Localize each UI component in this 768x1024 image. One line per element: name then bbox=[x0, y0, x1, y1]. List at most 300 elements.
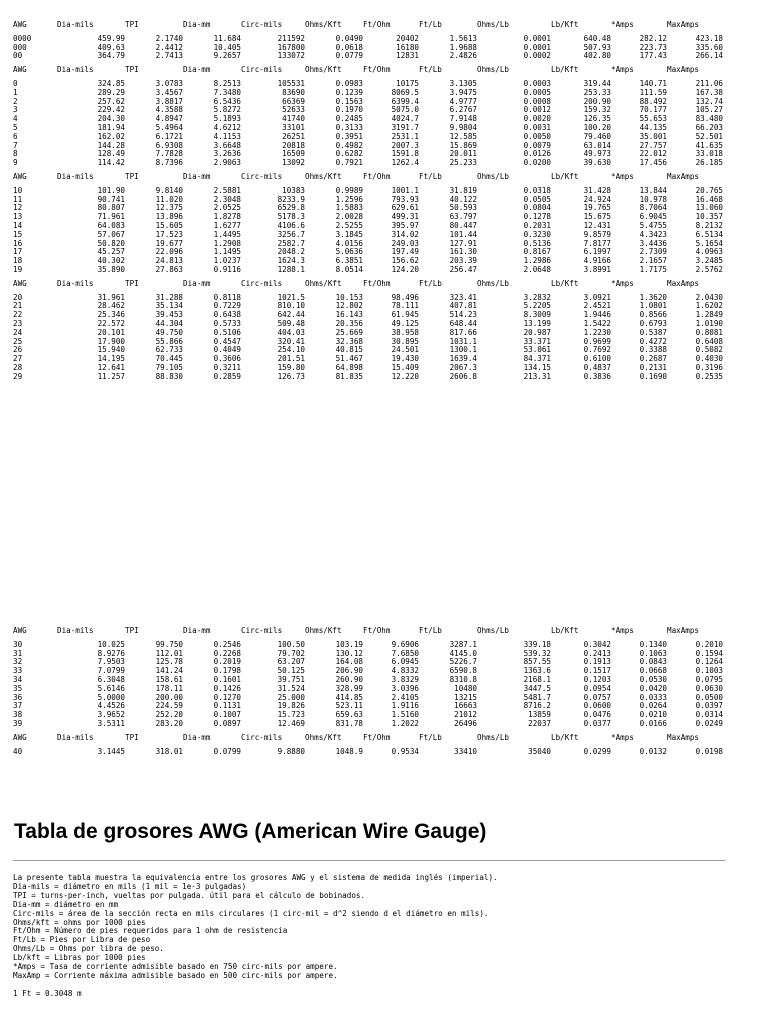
column-header: Circ-mils bbox=[241, 732, 283, 742]
value-cell: 0.7921 bbox=[335, 158, 363, 168]
value-cell: 20.987 bbox=[523, 327, 551, 337]
column-header: Ohms/Lb bbox=[477, 626, 510, 635]
value-cell: 3.8991 bbox=[583, 264, 611, 274]
value-cell: 1.2596 bbox=[335, 194, 363, 204]
value-cell: 0.5733 bbox=[213, 318, 241, 328]
value-cell: 0.3211 bbox=[213, 362, 241, 372]
awg-cell: 23 bbox=[13, 318, 23, 328]
value-cell: 20402 bbox=[396, 33, 419, 43]
column-header: MaxAmps bbox=[667, 20, 700, 29]
value-cell: 98.496 bbox=[391, 292, 419, 302]
value-cell: 2.9063 bbox=[213, 158, 241, 168]
value-cell: 15.940 bbox=[97, 345, 125, 355]
value-cell: 0.8118 bbox=[213, 292, 241, 302]
value-cell: 16180 bbox=[396, 42, 419, 52]
value-cell: 3.4567 bbox=[155, 87, 183, 97]
value-cell: 15.605 bbox=[155, 220, 183, 230]
value-cell: 9.9804 bbox=[449, 122, 477, 132]
awg-table-block-1 bbox=[13, 21, 723, 386]
column-header: Ft/Lb bbox=[419, 171, 442, 181]
value-cell: 4.3588 bbox=[155, 105, 183, 115]
value-cell: 0.0210 bbox=[639, 710, 667, 720]
awg-cell: 24 bbox=[13, 327, 23, 337]
value-cell: 1.5422 bbox=[583, 318, 611, 328]
value-cell: 6399.4 bbox=[391, 96, 419, 106]
column-header: MaxAmps bbox=[667, 626, 700, 635]
value-cell: 164.08 bbox=[335, 657, 363, 667]
value-cell: 1300.1 bbox=[449, 345, 477, 355]
value-cell: 1.0190 bbox=[695, 318, 723, 328]
value-cell: 3.2485 bbox=[695, 256, 723, 266]
value-cell: 0.1340 bbox=[639, 639, 667, 649]
value-cell: 3.0921 bbox=[583, 292, 611, 302]
column-header: TPI bbox=[125, 278, 139, 288]
value-cell: 19.826 bbox=[277, 701, 305, 711]
value-cell: 33.018 bbox=[695, 149, 723, 159]
value-cell: 12.585 bbox=[449, 131, 477, 141]
column-header: Circ-mils bbox=[241, 278, 283, 288]
value-cell: 0.9989 bbox=[335, 185, 363, 195]
value-cell: 6.1721 bbox=[155, 131, 183, 141]
value-cell: 79.460 bbox=[583, 131, 611, 141]
column-header: Dia-mm bbox=[183, 20, 211, 29]
column-header: AWG bbox=[13, 732, 27, 742]
column-header: Dia-mm bbox=[183, 65, 211, 75]
value-cell: 3.1445 bbox=[97, 746, 125, 756]
value-cell: 28.462 bbox=[97, 301, 125, 311]
value-cell: 55.866 bbox=[155, 336, 183, 346]
table-header-row bbox=[13, 66, 723, 75]
value-cell: 8.7064 bbox=[639, 203, 667, 213]
value-cell: 810.10 bbox=[277, 301, 305, 311]
value-cell: 2.7309 bbox=[639, 247, 667, 257]
value-cell: 1.9688 bbox=[449, 42, 477, 52]
value-cell: 8.2132 bbox=[695, 220, 723, 230]
value-cell: 211.06 bbox=[695, 78, 723, 88]
value-cell: 0.0954 bbox=[583, 683, 611, 693]
value-cell: 0.0001 bbox=[523, 42, 551, 52]
awg-cell: 6 bbox=[13, 131, 18, 141]
table-row bbox=[13, 373, 723, 382]
value-cell: 0.2413 bbox=[583, 648, 611, 658]
awg-table-block-2 bbox=[13, 627, 723, 761]
value-cell: 90.741 bbox=[97, 194, 125, 204]
value-cell: 539.32 bbox=[523, 648, 551, 658]
value-cell: 0.0983 bbox=[335, 78, 363, 88]
value-cell: 254.10 bbox=[277, 345, 305, 355]
value-cell: 0.0126 bbox=[523, 149, 551, 159]
value-cell: 0.4030 bbox=[695, 354, 723, 364]
column-header: Circ-mils bbox=[241, 20, 283, 29]
column-header: Dia-mm bbox=[183, 171, 211, 181]
value-cell: 0.0008 bbox=[523, 96, 551, 106]
value-cell: 4.4526 bbox=[97, 701, 125, 711]
value-cell: 0.1131 bbox=[213, 701, 241, 711]
value-cell: 395.97 bbox=[391, 220, 419, 230]
value-cell: 629.61 bbox=[391, 203, 419, 213]
value-cell: 3.9652 bbox=[97, 710, 125, 720]
column-header: Circ-mils bbox=[241, 626, 283, 635]
value-cell: 0.1690 bbox=[639, 371, 667, 381]
awg-cell: 29 bbox=[13, 371, 23, 381]
value-cell: 257.62 bbox=[97, 96, 125, 106]
awg-cell: 40 bbox=[13, 746, 23, 756]
value-cell: 5.4964 bbox=[155, 122, 183, 132]
value-cell: 64.083 bbox=[97, 220, 125, 230]
value-cell: 83.480 bbox=[695, 114, 723, 124]
value-cell: 1.2022 bbox=[391, 718, 419, 728]
value-cell: 283.20 bbox=[155, 718, 183, 728]
value-cell: 126.73 bbox=[277, 371, 305, 381]
value-cell: 31.961 bbox=[97, 292, 125, 302]
value-cell: 0.5387 bbox=[639, 327, 667, 337]
value-cell: 132.74 bbox=[695, 96, 723, 106]
value-cell: 6590.8 bbox=[449, 666, 477, 676]
value-cell: 38.958 bbox=[391, 327, 419, 337]
value-cell: 24.813 bbox=[155, 256, 183, 266]
awg-cell: 19 bbox=[13, 264, 23, 274]
value-cell: 648.44 bbox=[449, 318, 477, 328]
description-line: Dia-mils = diámetro en mils (1 mil = 1e-3 pulgadas) bbox=[13, 881, 247, 891]
column-header: *Amps bbox=[611, 65, 634, 75]
column-header: MaxAmps bbox=[667, 171, 700, 181]
value-cell: 25.669 bbox=[335, 327, 363, 337]
column-header: AWG bbox=[13, 65, 27, 75]
value-cell: 5.8272 bbox=[213, 105, 241, 115]
value-cell: 7.7828 bbox=[155, 149, 183, 159]
awg-cell: 37 bbox=[13, 701, 23, 711]
value-cell: 0.1003 bbox=[695, 666, 723, 676]
column-header: Ohms/Lb bbox=[477, 732, 510, 742]
awg-cell: 7 bbox=[13, 140, 18, 150]
value-cell: 0.0490 bbox=[335, 33, 363, 43]
column-header: Lb/Kft bbox=[551, 278, 579, 288]
value-cell: 200.90 bbox=[583, 96, 611, 106]
table-row bbox=[13, 52, 723, 61]
value-cell: 79.105 bbox=[155, 362, 183, 372]
awg-cell: 2 bbox=[13, 96, 18, 106]
value-cell: 3.2832 bbox=[523, 292, 551, 302]
value-cell: 80.447 bbox=[449, 220, 477, 230]
column-header: Dia-mils bbox=[57, 626, 94, 635]
value-cell: 167800 bbox=[277, 42, 305, 52]
value-cell: 211592 bbox=[277, 33, 305, 43]
value-cell: 0.1601 bbox=[213, 674, 241, 684]
value-cell: 10.153 bbox=[335, 292, 363, 302]
value-cell: 402.80 bbox=[583, 51, 611, 61]
value-cell: 5.1893 bbox=[213, 114, 241, 124]
value-cell: 12.375 bbox=[155, 203, 183, 213]
value-cell: 16509 bbox=[282, 149, 305, 159]
value-cell: 1.5160 bbox=[391, 710, 419, 720]
value-cell: 1262.4 bbox=[391, 158, 419, 168]
awg-cell: 1 bbox=[13, 87, 18, 97]
value-cell: 640.48 bbox=[583, 33, 611, 43]
value-cell: 12.220 bbox=[391, 371, 419, 381]
column-header: MaxAmps bbox=[667, 65, 700, 75]
value-cell: 0.9534 bbox=[391, 746, 419, 756]
value-cell: 10175 bbox=[396, 78, 419, 88]
column-header: TPI bbox=[125, 65, 139, 75]
value-cell: 831.78 bbox=[335, 718, 363, 728]
value-cell: 0.1563 bbox=[335, 96, 363, 106]
value-cell: 7.9503 bbox=[97, 657, 125, 667]
value-cell: 13.060 bbox=[695, 203, 723, 213]
value-cell: 4.9777 bbox=[449, 96, 477, 106]
value-cell: 10.357 bbox=[695, 212, 723, 222]
awg-cell: 15 bbox=[13, 229, 23, 239]
table-row bbox=[13, 159, 723, 168]
value-cell: 1.0801 bbox=[639, 301, 667, 311]
value-cell: 71.961 bbox=[97, 212, 125, 222]
awg-cell: 18 bbox=[13, 256, 23, 266]
value-cell: 0.0779 bbox=[335, 51, 363, 61]
value-cell: 0.0200 bbox=[523, 158, 551, 168]
value-cell: 9.8880 bbox=[277, 746, 305, 756]
column-header: TPI bbox=[125, 732, 139, 742]
value-cell: 0.0001 bbox=[523, 33, 551, 43]
value-cell: 0.0600 bbox=[583, 701, 611, 711]
value-cell: 857.55 bbox=[523, 657, 551, 667]
value-cell: 6529.8 bbox=[277, 203, 305, 213]
value-cell: 3447.5 bbox=[523, 683, 551, 693]
awg-cell: 11 bbox=[13, 194, 23, 204]
value-cell: 0.6438 bbox=[213, 310, 241, 320]
value-cell: 0.3606 bbox=[213, 354, 241, 364]
value-cell: 100.50 bbox=[277, 639, 305, 649]
awg-cell: 21 bbox=[13, 301, 23, 311]
page-title: Tabla de grosores AWG (American Wire Gauge) bbox=[14, 820, 487, 843]
value-cell: 144.28 bbox=[97, 140, 125, 150]
value-cell: 0.0020 bbox=[523, 114, 551, 124]
value-cell: 55.653 bbox=[639, 114, 667, 124]
awg-cell: 39 bbox=[13, 718, 23, 728]
value-cell: 31.428 bbox=[583, 185, 611, 195]
value-cell: 22037 bbox=[528, 718, 551, 728]
value-cell: 126.35 bbox=[583, 114, 611, 124]
value-cell: 13.844 bbox=[639, 185, 667, 195]
value-cell: 35.001 bbox=[639, 131, 667, 141]
awg-cell: 38 bbox=[13, 710, 23, 720]
value-cell: 4.0963 bbox=[695, 247, 723, 257]
value-cell: 0.8167 bbox=[523, 247, 551, 257]
column-header: TPI bbox=[125, 626, 139, 635]
value-cell: 13859 bbox=[528, 710, 551, 720]
value-cell: 4.3423 bbox=[639, 229, 667, 239]
value-cell: 0.9699 bbox=[583, 336, 611, 346]
value-cell: 206.90 bbox=[335, 666, 363, 676]
value-cell: 6.9308 bbox=[155, 140, 183, 150]
value-cell: 7.6850 bbox=[391, 648, 419, 658]
value-cell: 5.2205 bbox=[523, 301, 551, 311]
value-cell: 5.0636 bbox=[335, 247, 363, 257]
value-cell: 3191.7 bbox=[391, 122, 419, 132]
value-cell: 2.0028 bbox=[335, 212, 363, 222]
value-cell: 22.096 bbox=[155, 247, 183, 257]
awg-cell: 22 bbox=[13, 310, 23, 320]
column-header: Dia-mils bbox=[57, 65, 94, 75]
value-cell: 0.3230 bbox=[523, 229, 551, 239]
value-cell: 213.31 bbox=[523, 371, 551, 381]
column-header: MaxAmps bbox=[667, 732, 700, 742]
value-cell: 0.2485 bbox=[335, 114, 363, 124]
value-cell: 4106.6 bbox=[277, 220, 305, 230]
value-cell: 10.978 bbox=[639, 194, 667, 204]
value-cell: 0.3133 bbox=[335, 122, 363, 132]
value-cell: 83690 bbox=[282, 87, 305, 97]
value-cell: 2.5762 bbox=[695, 264, 723, 274]
value-cell: 0.1278 bbox=[523, 212, 551, 222]
column-header: Ft/Ohm bbox=[363, 278, 391, 288]
value-cell: 0.0795 bbox=[695, 674, 723, 684]
column-header: *Amps bbox=[611, 626, 634, 635]
value-cell: 0.0198 bbox=[695, 746, 723, 756]
description-line: MaxAmp = Corriente máxima admisible basado en 500 circ-mils por ampere. bbox=[13, 970, 338, 980]
value-cell: 0.0500 bbox=[695, 692, 723, 702]
value-cell: 4.8947 bbox=[155, 114, 183, 124]
value-cell: 52.501 bbox=[695, 131, 723, 141]
table-row bbox=[13, 720, 723, 729]
value-cell: 0.1270 bbox=[213, 692, 241, 702]
value-cell: 314.02 bbox=[391, 229, 419, 239]
value-cell: 39.630 bbox=[583, 158, 611, 168]
value-cell: 156.62 bbox=[391, 256, 419, 266]
value-cell: 7.9148 bbox=[449, 114, 477, 124]
column-header: Ohms/Kft bbox=[305, 65, 342, 75]
value-cell: 141.24 bbox=[155, 666, 183, 676]
value-cell: 3.0396 bbox=[391, 683, 419, 693]
column-header: Ohms/Kft bbox=[305, 278, 342, 288]
value-cell: 80.807 bbox=[97, 203, 125, 213]
column-header: Ft/Ohm bbox=[363, 65, 391, 75]
table-header-row bbox=[13, 173, 723, 182]
value-cell: 9.6906 bbox=[391, 639, 419, 649]
column-header: Ohms/Kft bbox=[305, 732, 342, 742]
value-cell: 1.2908 bbox=[213, 238, 241, 248]
value-cell: 289.29 bbox=[97, 87, 125, 97]
value-cell: 2.5255 bbox=[335, 220, 363, 230]
description-line: Ohms/Lb = Ohms por libra de peso. bbox=[13, 944, 164, 954]
value-cell: 2048.2 bbox=[277, 247, 305, 257]
value-cell: 26251 bbox=[282, 131, 305, 141]
table-header-row bbox=[13, 280, 723, 289]
value-cell: 0.4837 bbox=[583, 362, 611, 372]
column-header: *Amps bbox=[611, 278, 634, 288]
table-row bbox=[13, 748, 723, 757]
column-header: Ft/Lb bbox=[419, 732, 442, 742]
column-header: Ft/Lb bbox=[419, 278, 442, 288]
value-cell: 16663 bbox=[454, 701, 477, 711]
value-cell: 8069.5 bbox=[391, 87, 419, 97]
value-cell: 0.7692 bbox=[583, 345, 611, 355]
value-cell: 204.30 bbox=[97, 114, 125, 124]
value-cell: 30.895 bbox=[391, 336, 419, 346]
value-cell: 0.0166 bbox=[639, 718, 667, 728]
value-cell: 1363.6 bbox=[523, 666, 551, 676]
column-header: Circ-mils bbox=[241, 65, 283, 75]
column-header: Ohms/Lb bbox=[477, 65, 510, 75]
value-cell: 0.6408 bbox=[695, 336, 723, 346]
value-cell: 35.134 bbox=[155, 301, 183, 311]
value-cell: 0.5082 bbox=[695, 345, 723, 355]
value-cell: 0.3951 bbox=[335, 131, 363, 141]
column-header: Dia-mils bbox=[57, 171, 94, 181]
value-cell: 8.7396 bbox=[155, 158, 183, 168]
value-cell: 19.677 bbox=[155, 238, 183, 248]
value-cell: 41.635 bbox=[695, 140, 723, 150]
value-cell: 20.101 bbox=[97, 327, 125, 337]
value-cell: 26.185 bbox=[695, 158, 723, 168]
value-cell: 5.6146 bbox=[97, 683, 125, 693]
value-cell: 8.3009 bbox=[523, 310, 551, 320]
value-cell: 414.85 bbox=[335, 692, 363, 702]
value-cell: 1.5883 bbox=[335, 203, 363, 213]
value-cell: 158.61 bbox=[155, 674, 183, 684]
value-cell: 2.4521 bbox=[583, 301, 611, 311]
value-cell: 41740 bbox=[282, 114, 305, 124]
value-cell: 0.9116 bbox=[213, 264, 241, 274]
value-cell: 2.0430 bbox=[695, 292, 723, 302]
column-header: Ft/Ohm bbox=[363, 732, 391, 742]
value-cell: 3287.1 bbox=[449, 639, 477, 649]
awg-cell: 34 bbox=[13, 674, 23, 684]
value-cell: 12.469 bbox=[277, 718, 305, 728]
value-cell: 99.750 bbox=[155, 639, 183, 649]
value-cell: 53.061 bbox=[523, 345, 551, 355]
column-header: AWG bbox=[13, 20, 27, 29]
value-cell: 167.38 bbox=[695, 87, 723, 97]
value-cell: 1001.1 bbox=[391, 185, 419, 195]
table-body bbox=[13, 21, 723, 386]
awg-cell: 14 bbox=[13, 220, 23, 230]
value-cell: 1.4495 bbox=[213, 229, 241, 239]
value-cell: 0.0031 bbox=[523, 122, 551, 132]
value-cell: 0.4547 bbox=[213, 336, 241, 346]
value-cell: 88.492 bbox=[639, 96, 667, 106]
value-cell: 0.0799 bbox=[213, 746, 241, 756]
value-cell: 0.0318 bbox=[523, 185, 551, 195]
value-cell: 0.6793 bbox=[639, 318, 667, 328]
value-cell: 0.4049 bbox=[213, 345, 241, 355]
value-cell: 0.0132 bbox=[639, 746, 667, 756]
value-cell: 0.0249 bbox=[695, 718, 723, 728]
value-cell: 84.371 bbox=[523, 354, 551, 364]
value-cell: 4.6212 bbox=[213, 122, 241, 132]
value-cell: 507.93 bbox=[583, 42, 611, 52]
value-cell: 1.2230 bbox=[583, 327, 611, 337]
value-cell: 0.0804 bbox=[523, 203, 551, 213]
table-header-row bbox=[13, 627, 723, 636]
value-cell: 63.797 bbox=[449, 212, 477, 222]
awg-cell: 20 bbox=[13, 292, 23, 302]
value-cell: 103.19 bbox=[335, 639, 363, 649]
value-cell: 12.802 bbox=[335, 301, 363, 311]
awg-cell: 13 bbox=[13, 212, 23, 222]
value-cell: 0.8566 bbox=[639, 310, 667, 320]
column-header: Dia-mils bbox=[57, 278, 94, 288]
value-cell: 162.02 bbox=[97, 131, 125, 141]
value-cell: 2.1740 bbox=[155, 33, 183, 43]
value-cell: 61.945 bbox=[391, 310, 419, 320]
value-cell: 1.6277 bbox=[213, 220, 241, 230]
value-cell: 4.8332 bbox=[391, 666, 419, 676]
value-cell: 125.78 bbox=[155, 657, 183, 667]
value-cell: 20.011 bbox=[449, 149, 477, 159]
awg-cell: 8 bbox=[13, 149, 18, 159]
value-cell: 335.60 bbox=[695, 42, 723, 52]
description-line: La presente tabla muestra la equivalencia entre los grosores AWG y el sistema de medida inglés (imperial). bbox=[13, 873, 498, 882]
value-cell: 229.42 bbox=[97, 105, 125, 115]
